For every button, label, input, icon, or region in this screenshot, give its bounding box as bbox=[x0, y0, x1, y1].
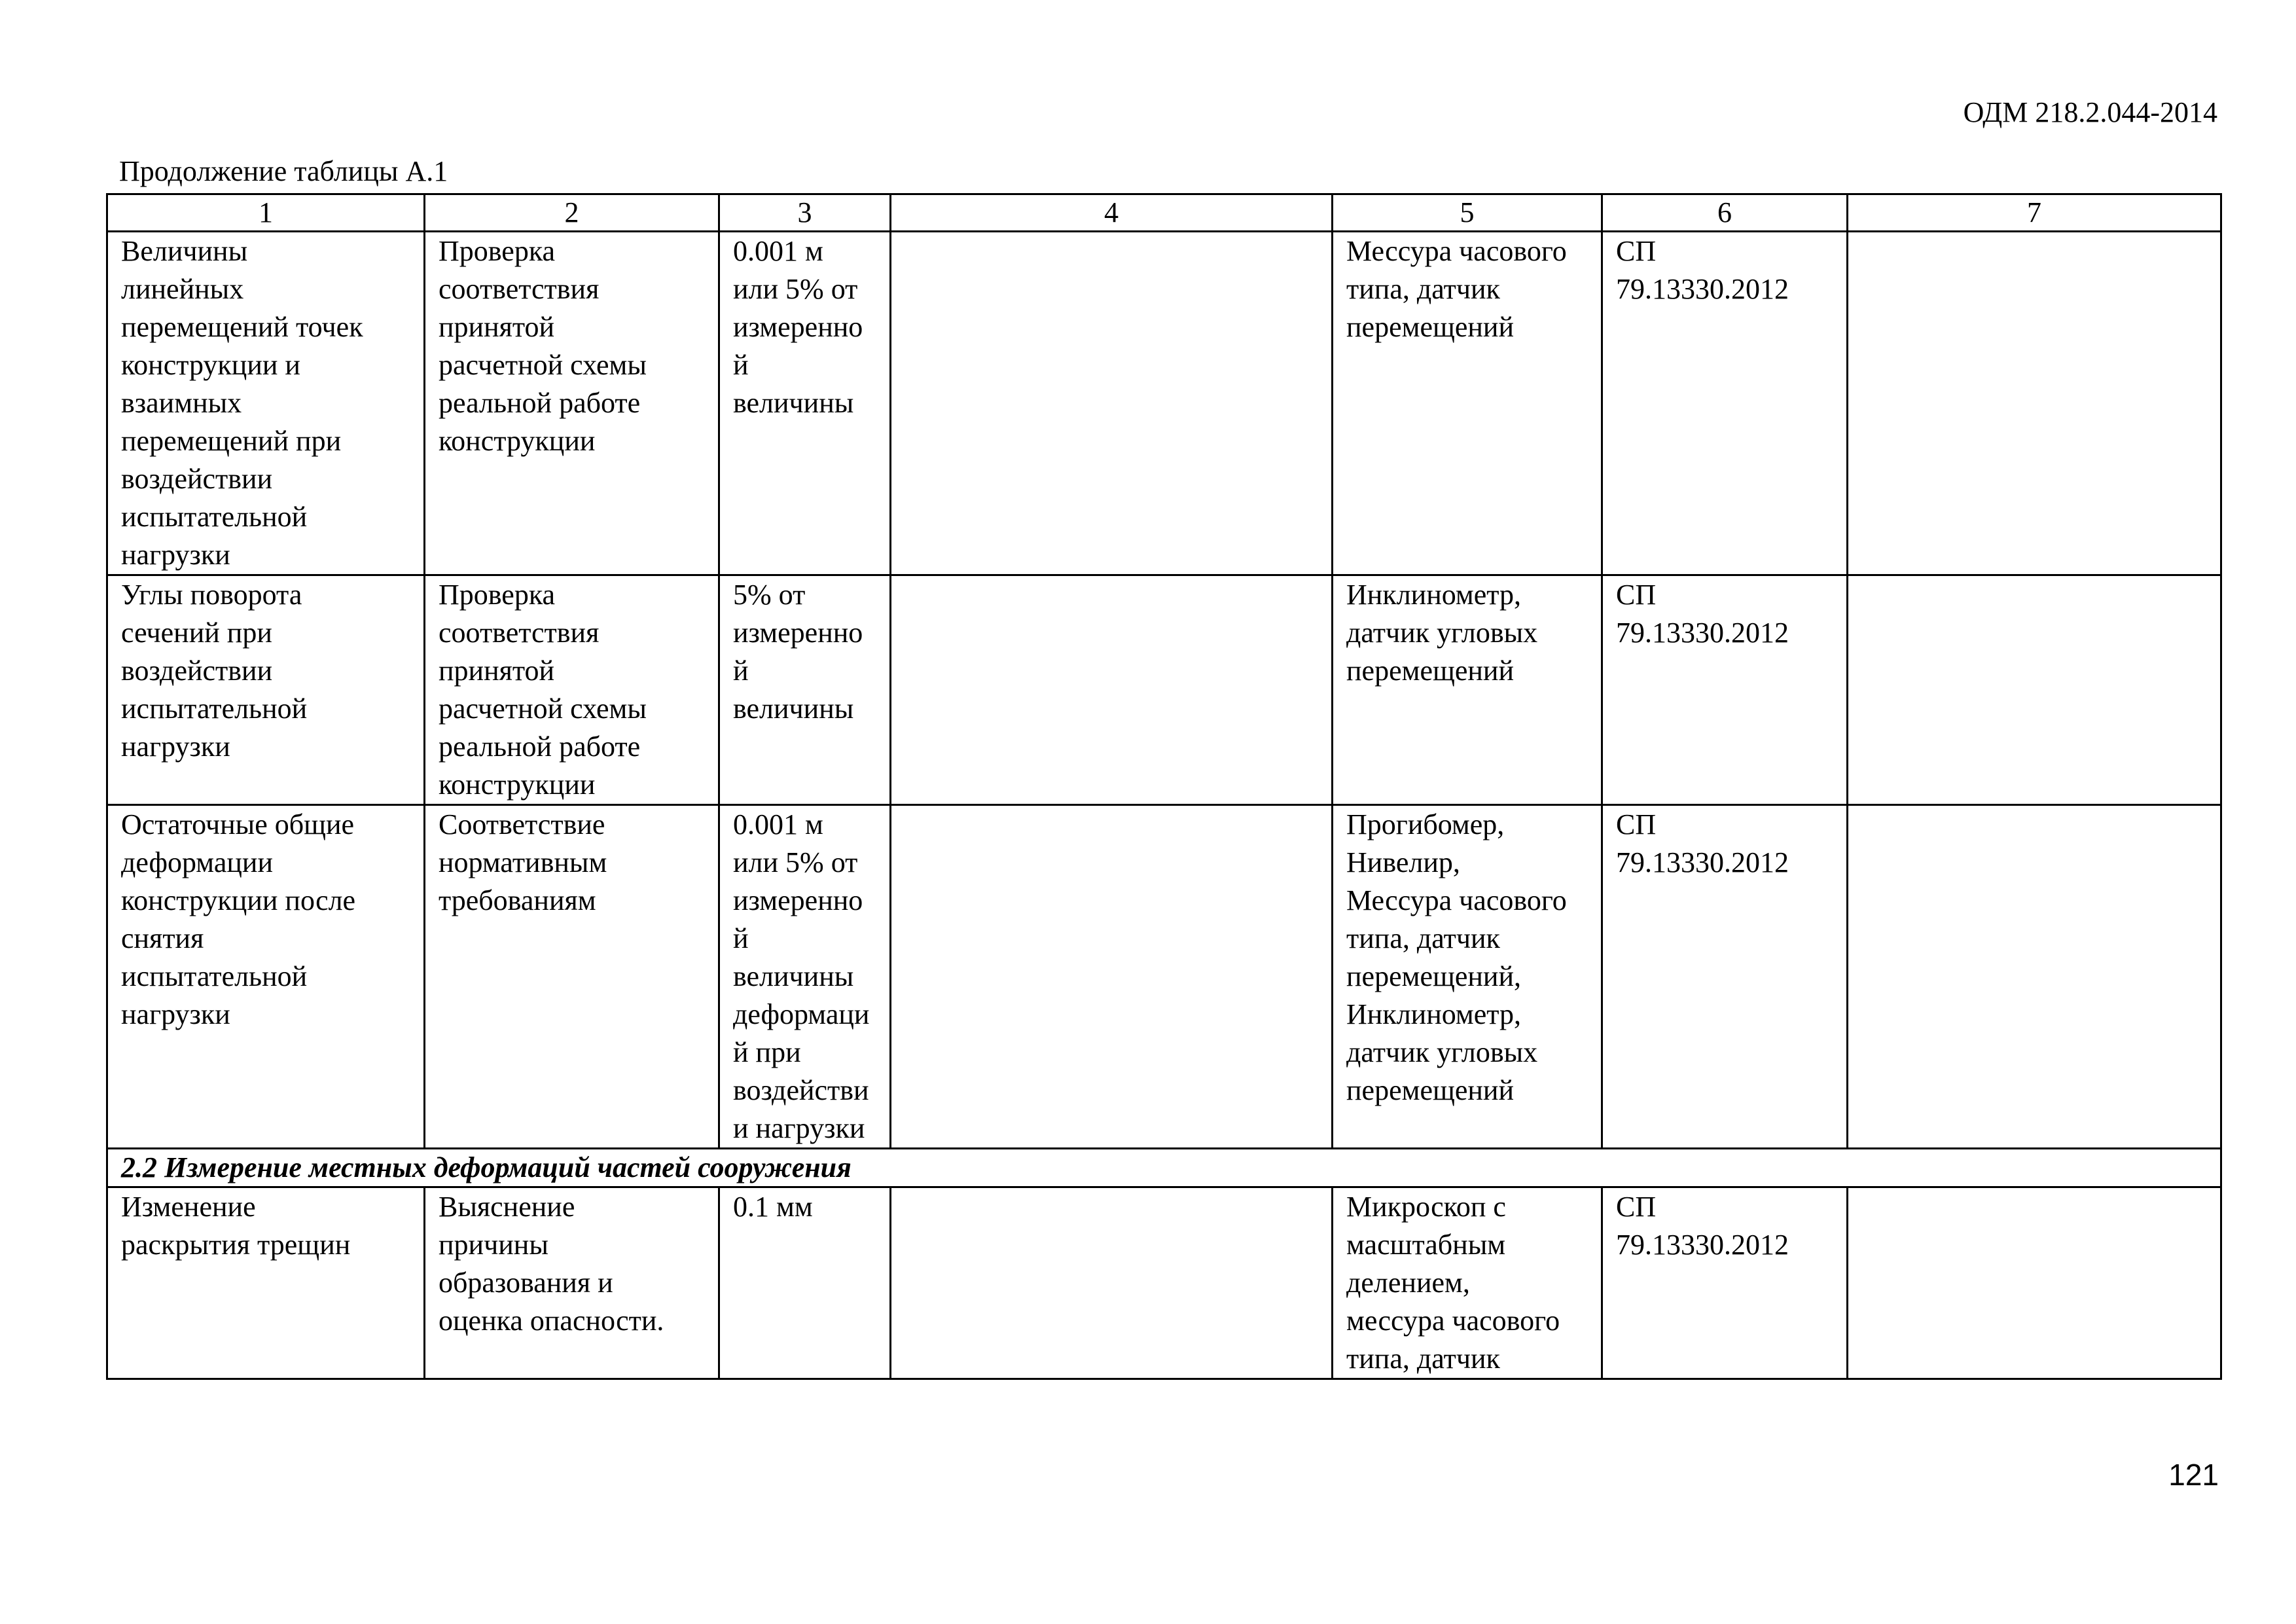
cell-line: перемещений bbox=[1346, 311, 1515, 343]
cell-line: деформации bbox=[121, 846, 274, 878]
cell-line: й при bbox=[733, 1036, 801, 1068]
table-cell bbox=[1848, 232, 2221, 575]
cell-line: измеренно bbox=[733, 617, 863, 649]
cell-line: Нивелир, bbox=[1346, 846, 1460, 878]
cell-line: конструкции и bbox=[121, 349, 300, 381]
cell-line: взаимных bbox=[121, 387, 242, 419]
cell-line: реальной работе bbox=[439, 731, 641, 763]
cell-line: соответствия bbox=[439, 617, 600, 649]
cell-line: причины bbox=[439, 1229, 548, 1261]
table-cell bbox=[719, 1187, 891, 1379]
cell-line: линейных bbox=[121, 273, 244, 305]
column-number: 2 bbox=[425, 194, 719, 232]
cell-line: Проверка bbox=[439, 235, 556, 267]
column-number: 3 bbox=[719, 194, 891, 232]
table-cell bbox=[425, 805, 719, 1149]
cell-line: снятия bbox=[121, 922, 204, 954]
cell-line: мессура часового bbox=[1346, 1305, 1560, 1337]
cell-line: типа, датчик bbox=[1346, 273, 1500, 305]
cell-line: соответствия bbox=[439, 273, 600, 305]
table-row bbox=[107, 805, 2221, 1149]
table-cell bbox=[1333, 1187, 1602, 1379]
table-cell bbox=[1333, 232, 1602, 575]
cell-line: Микроскоп с bbox=[1346, 1191, 1506, 1223]
table-cell bbox=[719, 232, 891, 575]
cell-line: измеренно bbox=[733, 311, 863, 343]
cell-line: й bbox=[733, 655, 749, 687]
table-cell bbox=[107, 232, 425, 575]
cell-line: или 5% от bbox=[733, 273, 858, 305]
cell-line: нагрузки bbox=[121, 998, 230, 1030]
table-cell bbox=[719, 575, 891, 805]
cell-line: Соответствие bbox=[439, 808, 605, 840]
cell-line: Мессура часового bbox=[1346, 884, 1567, 916]
table-cell bbox=[425, 575, 719, 805]
cell-line: принятой bbox=[439, 655, 555, 687]
table-cell bbox=[1602, 232, 1848, 575]
cell-line: СП bbox=[1616, 808, 1657, 840]
cell-line: 79.13330.2012 bbox=[1616, 617, 1789, 649]
column-number: 1 bbox=[107, 194, 425, 232]
cell-line: перемещений точек bbox=[121, 311, 363, 343]
table-cell bbox=[1333, 805, 1602, 1149]
table-cell bbox=[1333, 575, 1602, 805]
cell-line: типа, датчик bbox=[1346, 1343, 1500, 1375]
cell-line: Проверка bbox=[439, 579, 556, 611]
cell-line: величины bbox=[733, 960, 854, 992]
cell-line: 79.13330.2012 bbox=[1616, 846, 1789, 878]
cell-line: 79.13330.2012 bbox=[1616, 1229, 1789, 1261]
cell-line: конструкции bbox=[439, 768, 596, 801]
cell-line: принятой bbox=[439, 311, 555, 343]
section-header-row bbox=[107, 1149, 2221, 1187]
cell-line: Углы поворота bbox=[121, 579, 302, 611]
cell-line: или 5% от bbox=[733, 846, 858, 878]
cell-line: измеренно bbox=[733, 884, 863, 916]
table-cell bbox=[425, 1187, 719, 1379]
table-cell bbox=[891, 805, 1333, 1149]
cell-line: расчетной схемы bbox=[439, 693, 647, 725]
document-code: ОДМ 218.2.044-2014 bbox=[1963, 96, 2217, 128]
table-cell bbox=[1848, 1187, 2221, 1379]
cell-line: испытательной bbox=[121, 501, 308, 533]
table-cell bbox=[1848, 575, 2221, 805]
cell-line: Инклинометр, bbox=[1346, 998, 1522, 1030]
cell-line: раскрытия трещин bbox=[121, 1229, 351, 1261]
column-number: 4 bbox=[891, 194, 1333, 232]
table-cell bbox=[1602, 1187, 1848, 1379]
table-cell bbox=[1848, 805, 2221, 1149]
cell-line: СП bbox=[1616, 235, 1657, 267]
column-number: 7 bbox=[1848, 194, 2221, 232]
cell-line: реальной работе bbox=[439, 387, 641, 419]
table-cell bbox=[107, 575, 425, 805]
cell-line: типа, датчик bbox=[1346, 922, 1500, 954]
cell-line: нагрузки bbox=[121, 731, 230, 763]
cell-line: 5% от bbox=[733, 579, 806, 611]
cell-line: расчетной схемы bbox=[439, 349, 647, 381]
cell-line: делением, bbox=[1346, 1267, 1470, 1299]
table-caption: Продолжение таблицы А.1 bbox=[119, 155, 448, 187]
cell-line: испытательной bbox=[121, 693, 308, 725]
cell-line: воздействии bbox=[121, 655, 273, 687]
cell-line: й bbox=[733, 922, 749, 954]
table-cell bbox=[107, 1187, 425, 1379]
cell-line: СП bbox=[1616, 579, 1657, 611]
cell-line: нагрузки bbox=[121, 539, 230, 571]
cell-line: Мессура часового bbox=[1346, 235, 1567, 267]
cell-line: 0.001 м bbox=[733, 235, 823, 267]
cell-line: Изменение bbox=[121, 1191, 256, 1223]
table-cell bbox=[891, 575, 1333, 805]
cell-line: Прогибомер, bbox=[1346, 808, 1505, 840]
cell-line: и нагрузки bbox=[733, 1112, 865, 1144]
table-cell bbox=[425, 232, 719, 575]
cell-line: нормативным bbox=[439, 846, 607, 878]
page-number: 121 bbox=[2168, 1458, 2219, 1492]
cell-line: 0.1 мм bbox=[733, 1191, 813, 1223]
cell-line: испытательной bbox=[121, 960, 308, 992]
cell-line: требованиям bbox=[439, 884, 596, 916]
cell-line: величины bbox=[733, 693, 854, 725]
table-cell bbox=[719, 805, 891, 1149]
cell-line: перемещений при bbox=[121, 425, 342, 457]
cell-line: конструкции bbox=[439, 425, 596, 457]
section-title: 2.2 Измерение местных деформаций частей сооружения bbox=[107, 1149, 2221, 1187]
table-row bbox=[107, 1187, 2221, 1379]
cell-line: Величины bbox=[121, 235, 248, 267]
cell-line: оценка опасности. bbox=[439, 1305, 664, 1337]
cell-line: деформаци bbox=[733, 998, 870, 1030]
table-row bbox=[107, 232, 2221, 575]
cell-line: перемещений bbox=[1346, 1074, 1515, 1106]
table-cell bbox=[891, 232, 1333, 575]
table-cell bbox=[891, 1187, 1333, 1379]
column-number: 5 bbox=[1333, 194, 1602, 232]
cell-line: СП bbox=[1616, 1191, 1657, 1223]
cell-line: образования и bbox=[439, 1267, 613, 1299]
cell-line: Выяснение bbox=[439, 1191, 575, 1223]
cell-line: сечений при bbox=[121, 617, 272, 649]
cell-line: датчик угловых bbox=[1346, 617, 1538, 649]
cell-line: масштабным bbox=[1346, 1229, 1506, 1261]
cell-line: датчик угловых bbox=[1346, 1036, 1538, 1068]
column-number: 6 bbox=[1602, 194, 1848, 232]
requirements-table bbox=[106, 193, 2222, 1380]
cell-line: Остаточные общие bbox=[121, 808, 355, 840]
column-number-row bbox=[107, 194, 2221, 232]
cell-line: 0.001 м bbox=[733, 808, 823, 840]
table-row bbox=[107, 575, 2221, 805]
cell-line: Инклинометр, bbox=[1346, 579, 1522, 611]
cell-line: 79.13330.2012 bbox=[1616, 273, 1789, 305]
cell-line: перемещений, bbox=[1346, 960, 1522, 992]
cell-line: воздействии bbox=[121, 463, 273, 495]
cell-line: величины bbox=[733, 387, 854, 419]
cell-line: конструкции после bbox=[121, 884, 356, 916]
table-cell bbox=[1602, 805, 1848, 1149]
table-cell bbox=[1602, 575, 1848, 805]
cell-line: воздействи bbox=[733, 1074, 869, 1106]
table-cell bbox=[107, 805, 425, 1149]
cell-line: й bbox=[733, 349, 749, 381]
cell-line: перемещений bbox=[1346, 655, 1515, 687]
